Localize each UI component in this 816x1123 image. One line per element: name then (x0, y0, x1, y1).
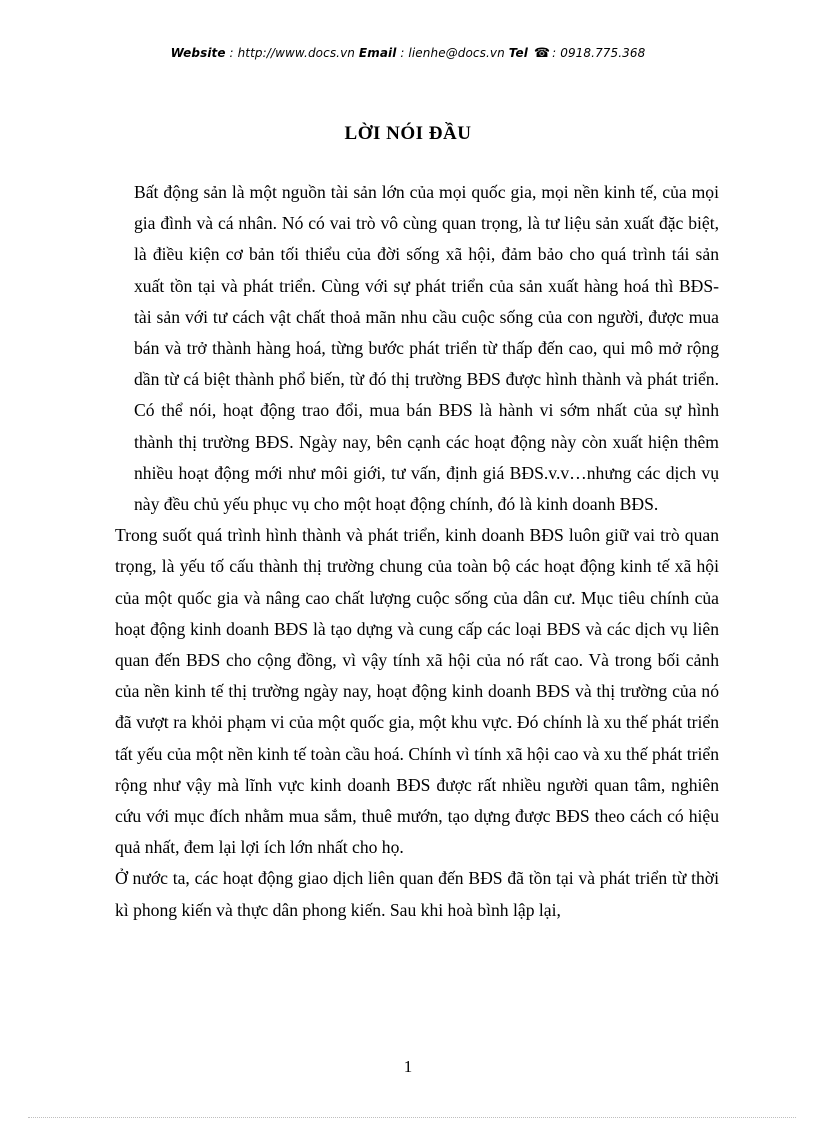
email-value: : lienhe@docs.vn (400, 46, 505, 60)
paragraph-2: Trong suốt quá trình hình thành và phát triển, kinh doanh BĐS luôn giữ vai trò quan trọng, là yếu tố cấu thành thị trường chung của toàn bộ các hoạt động kinh tế xã hội của một quốc gia và nâng cao chất lượng cuộc sống của dân cư. Mục tiêu chính của hoạt động kinh doanh BĐS là tạo dựng và cung cấp các loại BĐS và các dịch vụ liên quan đến BĐS cho cộng đồng, vì vậy tính xã hội của nó rất cao. Và trong bối cảnh của nền kinh tế thị trường ngày nay, hoạt động kinh doanh BĐS và thị trường của nó đã vượt ra khỏi phạm vi của một quốc gia, một khu vực. Đó chính là xu thế phát triển tất yếu của một nền kinh tế toàn cầu hoá. Chính vì tính xã hội cao và xu thế phát triển rộng như vậy mà lĩnh vực kinh doanh BĐS được rất nhiều người quan tâm, nghiên cứu với mục đích nhằm mua sắm, thuê mướn, tạo dựng được BĐS theo cách có hiệu quả nhất, đem lại lợi ích lớn nhất cho họ. (115, 525, 719, 858)
website-label: Website (170, 46, 226, 60)
paragraph-3: Ở nước ta, các hoạt động giao dịch liên quan đến BĐS đã tồn tại và phát triển từ thời kì phong kiến và thực dân phong kiến. Sau khi hoà bình lập lại, (115, 868, 719, 920)
page-number: 1 (403, 1057, 413, 1076)
tel-value: : 0918.775.368 (552, 46, 646, 60)
document-body (115, 177, 719, 926)
tel-label: Tel (508, 46, 528, 60)
telephone-icon: ☎ (533, 46, 551, 61)
document-title: LỜI NÓI ĐẦU (344, 123, 472, 144)
footer-divider (28, 1117, 796, 1118)
page-header (0, 46, 816, 61)
email-label: Email (358, 46, 397, 60)
paragraph-1: Bất động sản là một nguồn tài sản lớn của mọi quốc gia, mọi nền kinh tế, của mọi gia đình và cá nhân. Nó có vai trò vô cùng quan trọng, là tư liệu sản xuất đặc biệt, là điều kiện cơ bản tối thiểu của đời sống xã hội, đảm bảo cho quá trình tái sản xuất tồn tại và phát triển. Cùng với sự phát triển của sản xuất hàng hoá thì BĐS- tài sản với tư cách vật chất thoả mãn nhu cầu cuộc sống của con người, được mua bán và trở thành hàng hoá, từng bước phát triển từ thấp đến cao, qui mô mở rộng dần từ cá biệt thành phổ biến, từ đó thị trường BĐS được hình thành và phát triển. Có thể nói, hoạt động trao đổi, mua bán BĐS là hành vi sớm nhất của sự hình thành thị trường BĐS. Ngày nay, bên cạnh các hoạt động này còn xuất hiện thêm nhiều hoạt động mới như môi giới, tư vấn, định giá BĐS.v.v…nhưng các dịch vụ này đều chủ yếu phục vụ cho một hoạt động chính, đó là kinh doanh BĐS. (134, 182, 719, 515)
website-value: : http://www.docs.vn (229, 46, 355, 60)
